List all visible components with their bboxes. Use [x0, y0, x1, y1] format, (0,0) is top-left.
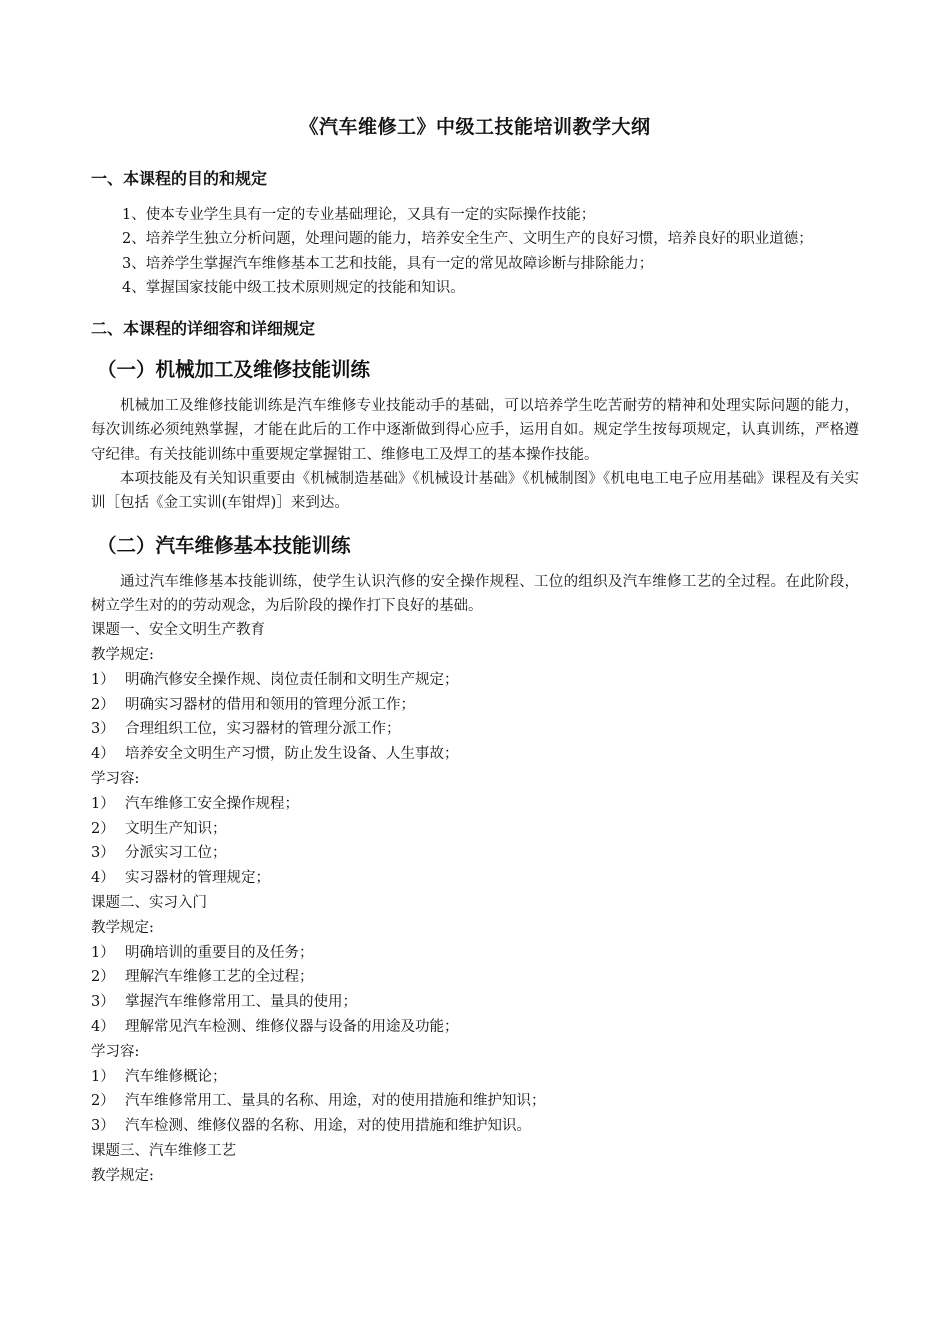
list-text: 文明生产知识； [125, 820, 227, 837]
list-number: 1） [91, 795, 115, 812]
topic3-title: 课题三、汽车维修工艺 [91, 1143, 236, 1159]
section1-item-1: 1、使本专业学生具有一定的专业基础理论，又具有一定的实际操作技能； [122, 207, 596, 223]
list-text: 汽车维修常用工、量具的名称、用途，对的使用措施和维护知识； [125, 1093, 546, 1110]
list-text: 分派实习工位； [125, 845, 227, 862]
topic1-content-1 [91, 792, 859, 817]
list-text: 培养安全文明生产习惯，防止发生设备、人生事故； [125, 746, 459, 763]
topic2-content-label: 学习容: [91, 1043, 140, 1060]
topic1-title: 课题一、安全文明生产教育 [91, 622, 265, 639]
section1-item-4: 4、掌握国家技能中级工技术原则规定的技能和知识。 [122, 279, 465, 296]
list-text: 掌握汽车维修常用工、量具的使用； [125, 994, 357, 1011]
list-number: 3） [91, 1118, 115, 1135]
list-number: 4） [91, 870, 115, 887]
list-number: 1） [91, 944, 115, 961]
part2-heading: （二）汽车维修基本技能训练 [97, 533, 351, 557]
section1-heading: 一、本课程的目的和规定 [91, 169, 268, 188]
list-number: 3） [91, 845, 115, 862]
topic2-req-1 [91, 941, 859, 966]
list-number: 4） [91, 746, 115, 763]
list-text: 汽车检测、维修仪器的名称、用途，对的使用措施和维护知识。 [125, 1118, 531, 1135]
list-number: 2） [91, 820, 115, 837]
list-text: 实习器材的管理规定； [125, 870, 270, 887]
list-number: 1） [91, 671, 115, 688]
topic1-content-2 [91, 817, 859, 842]
list-number: 3） [91, 721, 115, 738]
part1-heading: （一）机械加工及维修技能训练 [97, 358, 371, 382]
document-title: 《汽车维修工》中级工技能培训教学大纲 [299, 116, 651, 138]
list-text: 明确汽修安全操作规、岗位责任制和文明生产规定； [125, 671, 459, 688]
topic2-title: 课题二、实习入门 [91, 895, 207, 912]
list-number: 2） [91, 969, 115, 986]
part1-paragraph-1: 机械加工及维修技能训练是汽车维修专业技能动手的基础，可以培养学生吃苦耐劳的精神和处理实际问题的能力，每次训练必须纯熟掌握，才能在此后的工作中逐渐做到得心应手，运用自如。规定学生按每项规定，认真训练，严格遵守纪律。有关技能训练中重要规定掌握钳工、维修电工及焊工的基本操作技能。 [91, 398, 859, 463]
topic2-content-2 [91, 1089, 859, 1114]
topic1-req-4 [91, 742, 859, 767]
list-text: 合理组织工位，实习器材的管理分派工作； [125, 721, 401, 738]
list-text: 明确实习器材的借用和领用的管理分派工作； [125, 696, 415, 713]
topic1-content-3 [91, 841, 859, 866]
document-page [91, 112, 859, 1189]
part2-intro: 通过汽车维修基本技能训练，使学生认识汽修的安全操作规程、工位的组织及汽车维修工艺的全过程。在此阶段，树立学生对的的劳动观念，为后阶段的操作打下良好的基础。 [91, 573, 859, 614]
topic1-content-label: 学习容: [91, 771, 140, 788]
topic1-req-3 [91, 717, 859, 742]
part1-paragraph-2: 本项技能及有关知识重要由《机械制造基础》《机械设计基础》《机械制图》《机电电工电子应用基础》课程及有关实训［包括《金工实训(车钳焊)］来到达。 [91, 471, 859, 512]
topic1-req-2 [91, 693, 859, 718]
list-number: 1） [91, 1068, 115, 1085]
list-number: 2） [91, 696, 115, 713]
topic1-content-4 [91, 866, 859, 891]
topic3-req-label: 教学规定: [91, 1167, 154, 1184]
topic1-req-label: 教学规定: [91, 647, 154, 664]
section2-heading: 二、本课程的详细容和详细规定 [91, 319, 316, 339]
section1-item-3: 3、培养学生掌握汽车维修基本工艺和技能，具有一定的常见故障诊断与排除能力； [122, 255, 654, 272]
section1-item-2: 2、培养学生独立分析问题，处理问题的能力，培养安全生产、文明生产的良好习惯，培养良好的职业道德； [122, 231, 813, 248]
topic2-req-label: 教学规定: [91, 919, 154, 936]
topic2-content-1 [91, 1065, 859, 1090]
topic2-req-3 [91, 990, 859, 1015]
list-text: 汽车维修概论； [125, 1068, 227, 1085]
topic2-req-4 [91, 1015, 859, 1040]
topic2-req-2 [91, 965, 859, 990]
list-number: 2） [91, 1093, 115, 1110]
list-text: 理解汽车维修工艺的全过程； [125, 969, 314, 986]
list-text: 明确培训的重要目的及任务； [125, 944, 314, 961]
list-text: 汽车维修工安全操作规程； [125, 795, 299, 812]
topic2-content-3 [91, 1114, 859, 1139]
list-number: 4） [91, 1019, 115, 1036]
list-number: 3） [91, 994, 115, 1011]
list-text: 理解常见汽车检测、维修仪器与设备的用途及功能； [125, 1019, 459, 1036]
topic1-req-1 [91, 668, 859, 693]
